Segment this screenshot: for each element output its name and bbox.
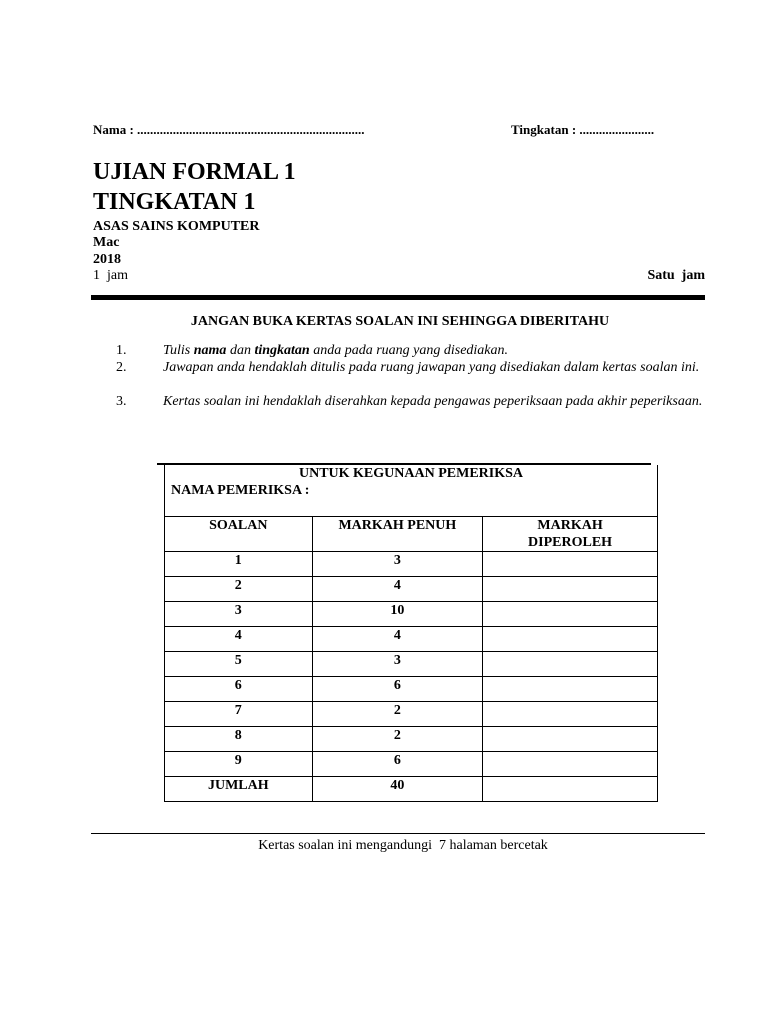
instruction-item: Jawapan anda hendaklah ditulis pada ruang jawapan yang disediakan dalam kertas soalan ini. bbox=[163, 360, 700, 375]
marks-obtained-cell[interactable] bbox=[483, 552, 658, 577]
question-number: 6 bbox=[165, 677, 313, 702]
instruction-number: 1. bbox=[116, 343, 127, 358]
instruction-emphasis: nama bbox=[193, 343, 227, 358]
marks-obtained-cell[interactable] bbox=[483, 752, 658, 777]
full-marks: 2 bbox=[312, 727, 483, 752]
table-row bbox=[165, 602, 658, 627]
table-row bbox=[165, 752, 658, 777]
full-marks: 10 bbox=[312, 602, 483, 627]
question-number: 1 bbox=[165, 552, 313, 577]
exam-form-level: TINGKATAN 1 bbox=[93, 189, 256, 215]
subject-name: ASAS SAINS KOMPUTER bbox=[93, 219, 260, 234]
exam-month: Mac bbox=[93, 235, 120, 250]
question-number: 5 bbox=[165, 652, 313, 677]
question-number: 2 bbox=[165, 577, 313, 602]
full-marks: 4 bbox=[312, 577, 483, 602]
column-header-marks-obtained: MARKAH DIPEROLEH bbox=[483, 517, 658, 552]
exam-duration: 1 jam bbox=[93, 268, 128, 283]
instruction-number: 3. bbox=[116, 394, 127, 409]
table-row bbox=[165, 627, 658, 652]
question-number: 9 bbox=[165, 752, 313, 777]
instruction-item bbox=[163, 342, 711, 359]
marks-obtained-cell[interactable] bbox=[483, 652, 658, 677]
marks-obtained-cell[interactable] bbox=[483, 577, 658, 602]
full-marks: 2 bbox=[312, 702, 483, 727]
instruction-number: 2. bbox=[116, 360, 127, 375]
footer-divider bbox=[91, 833, 705, 834]
column-header-full-marks: MARKAH PENUH bbox=[312, 517, 483, 552]
instruction-text: dan bbox=[226, 343, 255, 358]
question-number: 3 bbox=[165, 602, 313, 627]
full-marks: 4 bbox=[312, 627, 483, 652]
marks-obtained-cell[interactable] bbox=[483, 727, 658, 752]
instruction-item: Kertas soalan ini hendaklah diserahkan kepada pengawas peperiksaan pada akhir peperiksaan. bbox=[163, 394, 703, 409]
question-number: 4 bbox=[165, 627, 313, 652]
page-count-note: Kertas soalan ini mengandungi 7 halaman bercetak bbox=[258, 838, 548, 853]
nama-field[interactable]: Nama : ...................................................................... bbox=[93, 122, 365, 137]
marks-obtained-cell[interactable] bbox=[483, 627, 658, 652]
table-row bbox=[165, 702, 658, 727]
table-row bbox=[165, 552, 658, 577]
marks-obtained-cell[interactable] bbox=[483, 702, 658, 727]
marks-obtained-cell[interactable] bbox=[483, 677, 658, 702]
column-header-question: SOALAN bbox=[165, 517, 313, 552]
total-label: JUMLAH bbox=[165, 777, 313, 802]
table-row bbox=[165, 677, 658, 702]
full-marks: 6 bbox=[312, 677, 483, 702]
table-row bbox=[165, 577, 658, 602]
examiner-table bbox=[164, 465, 658, 802]
instruction-text: Tulis bbox=[163, 343, 194, 358]
full-marks: 3 bbox=[312, 552, 483, 577]
instruction-text: anda pada ruang yang disediakan. bbox=[309, 343, 509, 358]
table-row bbox=[165, 652, 658, 677]
header-divider bbox=[91, 295, 705, 300]
full-marks: 6 bbox=[312, 752, 483, 777]
table-row bbox=[165, 727, 658, 752]
exam-year: 2018 bbox=[93, 252, 121, 267]
instruction-emphasis: tingkatan bbox=[254, 343, 310, 358]
total-marks-obtained-cell[interactable] bbox=[483, 777, 658, 802]
question-number: 7 bbox=[165, 702, 313, 727]
tingkatan-field[interactable]: Tingkatan : ....................... bbox=[511, 122, 655, 137]
total-full-marks: 40 bbox=[312, 777, 483, 802]
examiner-name-field[interactable]: NAMA PEMERIKSA : bbox=[165, 482, 658, 517]
table-row-total bbox=[165, 777, 658, 802]
marks-obtained-cell[interactable] bbox=[483, 602, 658, 627]
table-title: UNTUK KEGUNAAN PEMERIKSA bbox=[165, 465, 658, 482]
exam-duration-words: Satu jam bbox=[647, 268, 705, 283]
warning-notice: JANGAN BUKA KERTAS SOALAN INI SEHINGGA DIBERITAHU bbox=[190, 314, 610, 329]
exam-title: UJIAN FORMAL 1 bbox=[93, 159, 296, 185]
question-number: 8 bbox=[165, 727, 313, 752]
full-marks: 3 bbox=[312, 652, 483, 677]
